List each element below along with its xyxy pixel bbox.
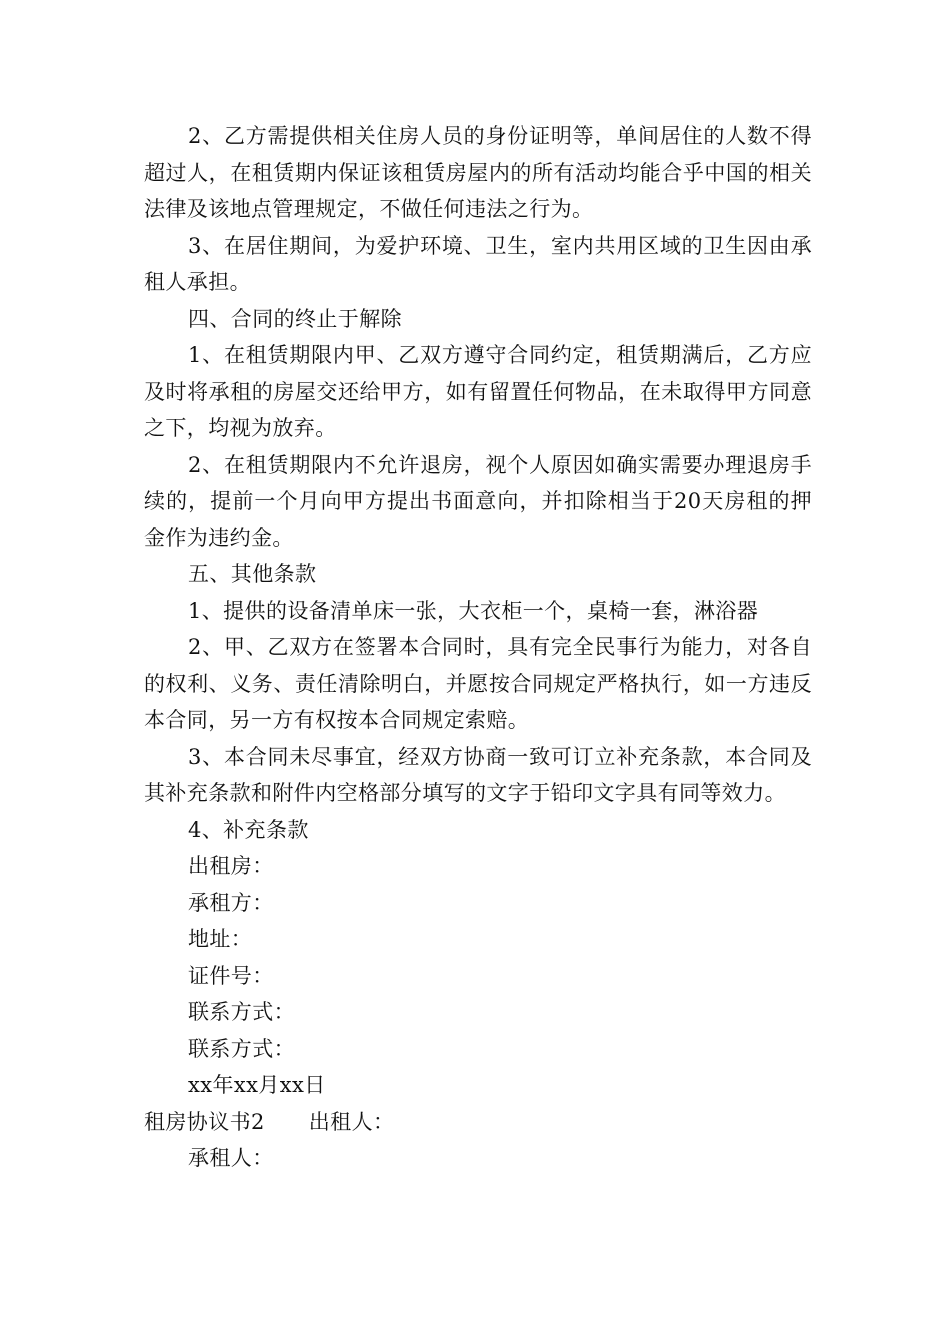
paragraph-supplementary-terms: 4、补充条款 — [188, 817, 309, 842]
next-document-heading-row — [144, 1104, 812, 1141]
section-heading-other-terms: 五、其他条款 — [188, 562, 317, 586]
paragraph-return-clause: 1、在租赁期限内甲、乙双方遵守合同约定，租赁期满后，乙方应及时将承租的房屋交还给甲方，如有留置任何物品，在未取得甲方同意之下，均视为放弃。 — [144, 343, 812, 440]
paragraph-occupant-clause: 2、乙方需提供相关住房人员的身份证明等，单间居住的人数不得超过人，在租赁期内保证该租赁房屋内的所有活动均能合乎中国的相关法律及该地点管理规定，不做任何违法之行为。 — [144, 124, 812, 221]
section-heading-termination: 四、合同的终止于解除 — [188, 306, 402, 331]
field-address: 地址： — [188, 927, 253, 951]
next-document-lessee-label: 承租人： — [188, 1146, 274, 1170]
paragraph-supplement-clause: 3、本合同未尽事宜，经双方协商一致可订立补充条款，本合同及其补充条款和附件内空格部分填写的文字于铅印文字具有同等效力。 — [144, 744, 812, 805]
field-contact-1: 联系方式： — [188, 1000, 295, 1024]
field-lessee: 承租方： — [188, 890, 274, 915]
field-contact-2: 联系方式： — [188, 1036, 295, 1061]
field-id-number: 证件号： — [188, 963, 274, 988]
field-date: xx年xx月xx日 — [188, 1073, 326, 1097]
field-lessor: 出租房： — [188, 854, 274, 878]
paragraph-early-exit-clause: 2、在租赁期限内不允许退房，视个人原因如确实需要办理退房手续的，提前一个月向甲方提出书面意向，并扣除相当于20天房租的押金作为违约金。 — [144, 452, 812, 550]
document-body — [144, 118, 812, 1177]
next-document-lessor-label: 出租人： — [308, 1109, 395, 1134]
paragraph-hygiene-clause: 3、在居住期间，为爱护环境、卫生，室内共用区域的卫生因由承租人承担。 — [144, 233, 812, 294]
paragraph-capacity-clause: 2、甲、乙双方在签署本合同时，具有完全民事行为能力，对各自的权利、义务、责任清除明白，并愿按合同规定严格执行，如一方违反本合同，另一方有权按本合同规定索赔。 — [144, 635, 812, 732]
paragraph-equipment-list: 1、提供的设备清单床一张，大衣柜一个，桌椅一套，淋浴器 — [188, 598, 759, 623]
next-document-title: 租房协议书2 — [144, 1109, 265, 1134]
